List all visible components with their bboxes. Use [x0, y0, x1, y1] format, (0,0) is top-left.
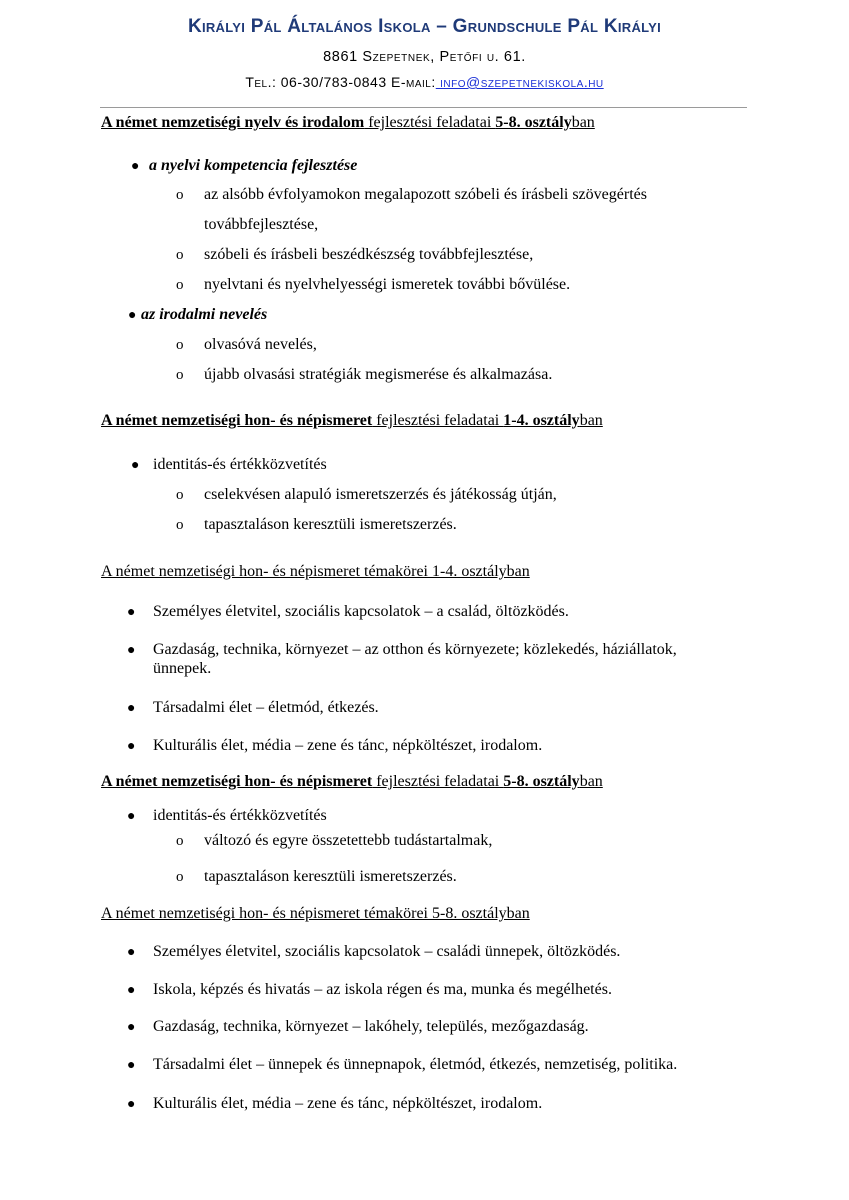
section-title-heritage-5-8: A német nemzetiségi hon- és népismeret fejlesztési feladatai 5-8. osztályban [101, 773, 603, 790]
list-item: Kulturális élet, média – zene és tánc, népköltészet, irodalom. [153, 737, 543, 754]
bullet-icon: ● [127, 945, 136, 960]
bullet-icon: ● [127, 1020, 136, 1035]
list-item: Személyes életvitel, szociális kapcsolatok – a család, öltözködés. [153, 603, 569, 620]
list-item: újabb olvasási stratégiák megismerése és alkalmazása. [204, 366, 553, 383]
bullet-icon: ● [127, 983, 136, 998]
group-label-literary-education: az irodalmi nevelés [141, 306, 268, 323]
circle-bullet-icon: o [176, 833, 184, 849]
bullet-icon: ● [128, 308, 137, 323]
list-item: változó és egyre összetettebb tudástartalmak, [204, 832, 493, 849]
circle-bullet-icon: o [176, 277, 184, 293]
bullet-icon: ● [127, 605, 136, 620]
list-item: cselekvésen alapuló ismeretszerzés és játékosság útján, [204, 486, 557, 503]
bullet-icon: ● [127, 1097, 136, 1112]
bullet-icon: ● [127, 739, 136, 754]
circle-bullet-icon: o [176, 517, 184, 533]
bullet-icon: ● [127, 643, 136, 658]
section-title-topics-5-8: A német nemzetiségi hon- és népismeret témakörei 5-8. osztályban [101, 905, 530, 922]
list-item: identitás-és értékközvetítés [153, 807, 327, 824]
email-link[interactable]: info@szepetnekiskola.hu [435, 74, 604, 90]
section-title-topics-1-4: A német nemzetiségi hon- és népismeret témakörei 1-4. osztályban [101, 563, 530, 580]
bullet-icon: ● [127, 701, 136, 716]
list-item: tapasztaláson keresztüli ismeretszerzés. [204, 516, 457, 533]
bullet-icon: ● [127, 1058, 136, 1073]
section-title-heritage-1-4: A német nemzetiségi hon- és népismeret fejlesztési feladatai 1-4. osztályban [101, 412, 603, 429]
list-item: az alsóbb évfolyamokon megalapozott szóbeli és írásbeli szövegértés [204, 186, 647, 203]
list-item: Személyes életvitel, szociális kapcsolatok – családi ünnepek, öltözködés. [153, 943, 621, 960]
group-label-language-competence: a nyelvi kompetencia fejlesztése [149, 157, 358, 174]
contact-phone: Tel.: 06-30/783-0843 E-mail: [245, 74, 436, 90]
school-name-header: Királyi Pál Általános Iskola – Grundschule Pál Királyi [187, 16, 662, 37]
list-item: tapasztaláson keresztüli ismeretszerzés. [204, 868, 457, 885]
circle-bullet-icon: o [176, 187, 184, 203]
list-item-continuation: továbbfejlesztése, [204, 216, 319, 233]
list-item-continuation: ünnepek. [153, 660, 212, 677]
bullet-icon: ● [131, 159, 140, 174]
list-item: identitás-és értékközvetítés [153, 456, 327, 473]
list-item: Gazdaság, technika, környezet – az otthon és környezete; közlekedés, háziállatok, [153, 641, 677, 658]
list-item: szóbeli és írásbeli beszédkészség továbbfejlesztése, [204, 246, 534, 263]
list-item: Gazdaság, technika, környezet – lakóhely, település, mezőgazdaság. [153, 1018, 589, 1035]
school-address: 8861 Szepetnek, Petőfi u. 61. [323, 49, 526, 65]
bullet-icon: ● [127, 809, 136, 824]
list-item: Kulturális élet, média – zene és tánc, népköltészet, irodalom. [153, 1095, 543, 1112]
circle-bullet-icon: o [176, 247, 184, 263]
circle-bullet-icon: o [176, 869, 184, 885]
header-divider [100, 107, 747, 108]
school-contact [0, 74, 849, 90]
list-item: Társadalmi élet – életmód, étkezés. [153, 699, 379, 716]
section-title-language-5-8: A német nemzetiségi nyelv és irodalom fejlesztési feladatai 5-8. osztályban [101, 114, 595, 131]
circle-bullet-icon: o [176, 367, 184, 383]
list-item: Iskola, képzés és hivatás – az iskola régen és ma, munka és megélhetés. [153, 981, 612, 998]
circle-bullet-icon: o [176, 337, 184, 353]
list-item: Társadalmi élet – ünnepek és ünnepnapok, életmód, étkezés, nemzetiség, politika. [153, 1056, 678, 1073]
list-item: olvasóvá nevelés, [204, 336, 317, 353]
list-item: nyelvtani és nyelvhelyességi ismeretek további bővülése. [204, 276, 571, 293]
bullet-icon: ● [131, 458, 140, 473]
circle-bullet-icon: o [176, 487, 184, 503]
